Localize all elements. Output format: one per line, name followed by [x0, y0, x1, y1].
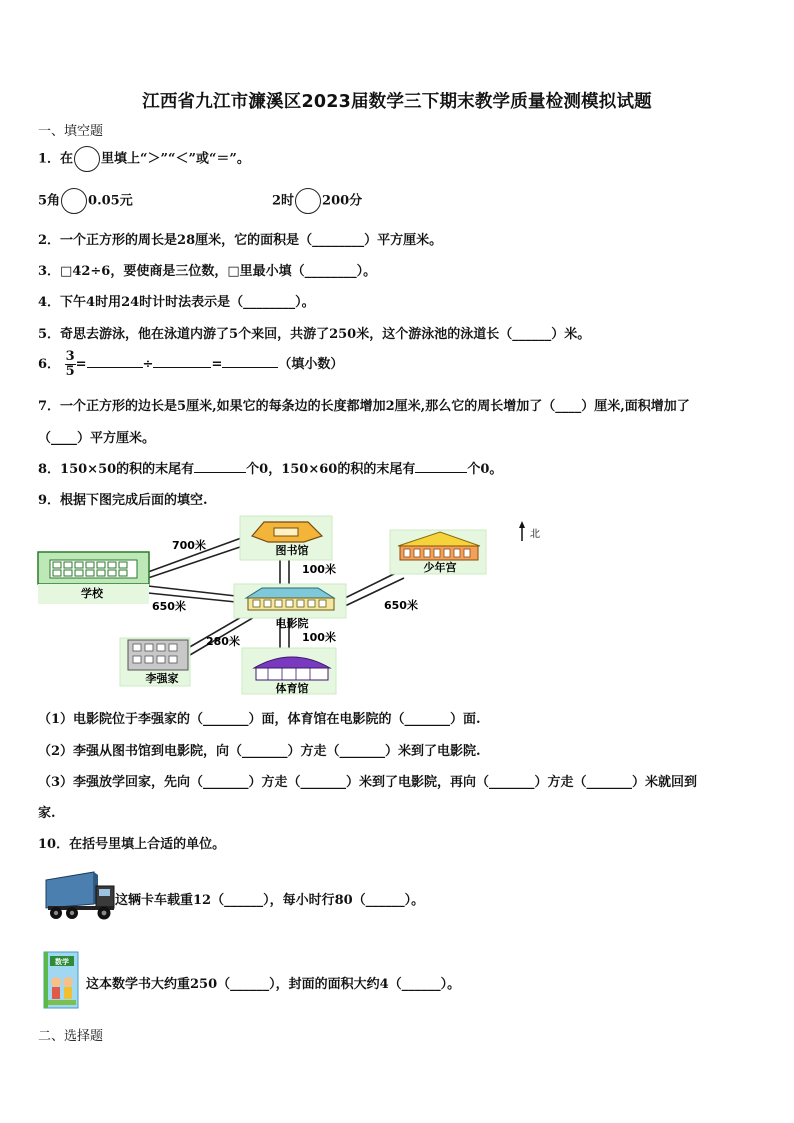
question-3: 3．□42÷6，要使商是三位数，□里最小填（________）。: [38, 264, 377, 279]
question-7-line-2: （____）平方厘米。: [38, 431, 156, 446]
q1-prefix: 1．在: [38, 151, 74, 167]
question-9-sub-3-line-1: （3）李强放学回家，先向（_______）方走（_______）米到了电影院，再向（_______）方走（_______）米就回到: [38, 775, 698, 790]
label-cinema: 电影院: [275, 617, 309, 630]
distance-school-library: 700米: [172, 539, 206, 552]
question-7-line-1: 7．一个正方形的边长是5厘米,如果它的每条边的长度都增加2厘米,那么它的周长增加了（____）厘米,面积增加了: [38, 399, 690, 414]
q8-blank-1[interactable]: [194, 460, 246, 473]
q6-blank-3[interactable]: [222, 355, 278, 368]
section-heading-multiple-choice: 二、选择题: [38, 1029, 104, 1044]
q6-equals-1: =: [75, 357, 87, 372]
q6-divide: ÷: [142, 357, 154, 372]
question-9-sub-2: （2）李强从图书馆到电影院，向（_______）方走（_______）米到了电影院.: [38, 744, 481, 759]
label-north: 北: [530, 529, 540, 540]
q6-note: （填小数）: [278, 357, 344, 372]
q8-part-1: 8．150×50的积的末尾有: [38, 462, 195, 477]
question-9: 9．根据下图完成后面的填空.: [38, 493, 208, 508]
distance-school-cinema: 650米: [152, 600, 186, 613]
question-9-sub-1: （1）电影院位于李强家的（_______）面，体育馆在电影院的（_______）面.: [38, 712, 481, 727]
q6-blank-1[interactable]: [87, 355, 143, 368]
q8-part-3: 个0。: [467, 462, 503, 477]
question-1: [38, 146, 250, 172]
distance-cinema-gym: 100米: [302, 631, 336, 644]
compare-circle-b[interactable]: [295, 188, 321, 214]
page-title: 江西省九江市濂溪区2023届数学三下期末教学质量检测模拟试题: [142, 92, 652, 112]
north-arrow-icon: [519, 521, 525, 528]
fraction-numerator: 3: [65, 349, 75, 364]
question-6: [38, 350, 343, 379]
q6-blank-2[interactable]: [153, 355, 211, 368]
label-gym: 体育馆: [275, 682, 309, 695]
question-8: [38, 458, 502, 477]
fraction-denominator: 5: [65, 364, 75, 379]
truck-image: [44, 870, 116, 922]
cinema-building: [234, 584, 346, 618]
question-5: 5．奇思去游泳，他在泳道内游了5个来回，共游了250米，这个游泳池的泳道长（______）米。: [38, 327, 591, 342]
question-10: 10．在括号里填上合适的单位。: [38, 837, 226, 852]
label-library: 图书馆: [275, 544, 309, 557]
distance-library-cinema: 100米: [302, 563, 336, 576]
book-cover-title: 数学: [55, 958, 69, 966]
q6-prefix: 6．: [38, 357, 61, 372]
label-home: 李强家: [145, 672, 179, 685]
q1-suffix: 里填上“＞”“＜”或“＝”。: [101, 151, 250, 167]
q1-b-right: 200分: [322, 193, 363, 209]
question-4: 4．下午4时用24时计时法表示是（________）。: [38, 295, 315, 310]
q8-blank-2[interactable]: [415, 460, 467, 473]
compare-circle-a[interactable]: [61, 188, 87, 214]
q8-part-2: 个0，150×60的积的末尾有: [246, 462, 416, 477]
label-youth-palace: 少年宫: [423, 561, 457, 574]
distance-home-cinema: 280米: [206, 635, 240, 648]
question-2: 2．一个正方形的周长是28厘米，它的面积是（________）平方厘米。: [38, 233, 443, 248]
distance-cinema-youth: 650米: [384, 599, 418, 612]
q1-a-left: 5角: [38, 193, 61, 209]
question-9-sub-3-line-2: 家.: [38, 806, 56, 821]
q1-b-left: 2时: [272, 193, 295, 209]
question-1-item-a: [38, 188, 133, 214]
q1-a-right: 0.05元: [88, 193, 133, 209]
location-map: [0, 510, 794, 696]
book-sentence: 这本数学书大约重250（______），封面的面积大约4（______）。: [86, 977, 461, 992]
label-school: 学校: [81, 587, 103, 600]
q6-equals-2: =: [211, 357, 223, 372]
question-1-item-b: [272, 188, 362, 214]
truck-sentence: 这辆卡车载重12（______），每小时行80（______）。: [115, 893, 425, 908]
math-book-image: [42, 950, 82, 1010]
fraction: [65, 350, 76, 379]
section-heading-fill-blank: 一、填空题: [38, 124, 104, 139]
compare-circle[interactable]: [74, 146, 100, 172]
